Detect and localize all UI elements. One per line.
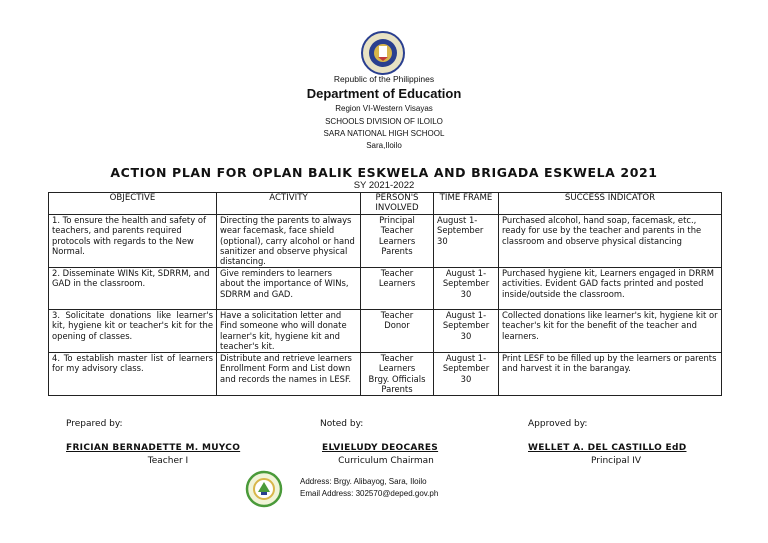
header-persons-involved: PERSON'S INVOLVED bbox=[361, 193, 434, 215]
school-logo bbox=[244, 470, 284, 508]
persons-cell bbox=[361, 214, 434, 267]
time-frame-cell: August 1- September 30 bbox=[434, 267, 499, 309]
activity-cell: Distribute and retrieve learners Enrollment Form and List down and records the names in LESF. bbox=[217, 352, 361, 395]
time-frame-cell: August 1- September 30 bbox=[434, 214, 499, 267]
document-title: ACTION PLAN FOR OPLAN BALIK ESKWELA AND BRIGADA ESKWELA 2021 bbox=[110, 165, 658, 180]
table-row bbox=[49, 267, 722, 309]
objective-cell: 1. To ensure the health and safety of teachers, and parents required protocols with regards to the New Normal. bbox=[49, 214, 217, 267]
success-indicator-cell: Print LESF to be filled up by the learners or parents and harvest it in the barangay. bbox=[499, 352, 722, 395]
success-indicator-cell: Collected donations like learner's kit, hygiene kit or teacher's kit for the benefit of the teacher and learners. bbox=[499, 309, 722, 352]
objective-cell: 4. To establish master list of learners for my advisory class. bbox=[49, 352, 217, 395]
school-year: SY 2021-2022 bbox=[353, 180, 415, 191]
person-item: Parents bbox=[381, 384, 413, 395]
person-item: Teacher bbox=[380, 309, 414, 320]
person-item: Teacher bbox=[380, 352, 414, 363]
header-activity: ACTIVITY bbox=[217, 193, 361, 215]
prepared-by-name: FRICIAN BERNADETTE M. MUYCO bbox=[66, 443, 241, 453]
approved-by-name: WELLET A. DEL CASTILLO EdD bbox=[528, 443, 687, 453]
action-plan-table bbox=[48, 192, 722, 396]
activity-cell: Have a solicitation letter and Find someone who will donate learner's kit, hygiene kit and teacher's kit. bbox=[217, 309, 361, 352]
division-line: SCHOOLS DIVISION OF ILOILO bbox=[325, 117, 443, 126]
approved-by-role: Principal IV bbox=[590, 456, 642, 466]
republic-line: Republic of the Philippines bbox=[333, 74, 435, 84]
region-line: Region VI-Western Visayas bbox=[335, 104, 433, 113]
activity-cell: Directing the parents to always wear facemask, face shield (optional), carry alcohol or hand sanitizer and observe physical distancing. bbox=[217, 214, 361, 267]
header-success-indicator: SUCCESS INDICATOR bbox=[499, 193, 722, 215]
success-indicator-cell: Purchased hygiene kit, Learners engaged in DRRM activities. Evident GAD facts printed and posted inside/outside the classroom. bbox=[499, 267, 722, 309]
approved-by-label: Approved by: bbox=[528, 419, 588, 429]
time-frame-cell: August 1- September 30 bbox=[434, 352, 499, 395]
noted-by-role: Curriculum Chairman bbox=[338, 456, 434, 466]
table-row bbox=[49, 309, 722, 352]
school-name: SARA NATIONAL HIGH SCHOOL bbox=[323, 129, 445, 138]
person-item: Principal bbox=[379, 214, 415, 225]
school-contact bbox=[300, 476, 438, 500]
department-name: Department of Education bbox=[306, 86, 462, 101]
persons-cell bbox=[361, 267, 434, 309]
noted-by-name: ELVIELUDY DEOCARES bbox=[322, 443, 439, 453]
success-indicator-cell: Purchased alcohol, hand soap, facemask, etc., ready for use by the teacher and parents in the classroom and observe physical distancing bbox=[499, 214, 722, 267]
person-item: Learners bbox=[378, 363, 416, 374]
person-item: Brgy. Officials bbox=[368, 373, 426, 384]
objective-cell: 3. Solicitate donations like learner's kit, hygiene kit or teacher's kit for the opening of classes. bbox=[49, 309, 217, 352]
header-objective: OBJECTIVE bbox=[49, 193, 217, 215]
time-frame-cell: August 1- September 30 bbox=[434, 309, 499, 352]
person-item: Teacher bbox=[380, 267, 414, 278]
prepared-by-role: Teacher I bbox=[147, 456, 189, 466]
person-item: Teacher bbox=[380, 225, 414, 236]
header-time-frame: TIME FRAME bbox=[434, 193, 499, 215]
activity-cell: Give reminders to learners about the importance of WINs, SDRRM and GAD. bbox=[217, 267, 361, 309]
person-item: Learners bbox=[378, 278, 416, 289]
persons-cell bbox=[361, 352, 434, 395]
table-header-row bbox=[49, 193, 722, 215]
person-item: Parents bbox=[381, 246, 413, 257]
school-address: Address: Brgy. Alibayog, Sara, Iloilo bbox=[300, 477, 427, 486]
table-row bbox=[49, 352, 722, 395]
school-email: Email Address: 302570@deped.gov.ph bbox=[300, 489, 439, 498]
person-item: Donor bbox=[384, 320, 410, 331]
persons-cell bbox=[361, 309, 434, 352]
person-item: Learners bbox=[378, 235, 416, 246]
school-town: Sara,Iloilo bbox=[366, 141, 402, 150]
prepared-by-label: Prepared by: bbox=[66, 419, 123, 429]
objective-cell: 2. Disseminate WINs Kit, SDRRM, and GAD in the classroom. bbox=[49, 267, 217, 309]
noted-by-label: Noted by: bbox=[320, 419, 364, 429]
table-row bbox=[49, 214, 722, 267]
deped-seal-logo bbox=[358, 30, 408, 76]
